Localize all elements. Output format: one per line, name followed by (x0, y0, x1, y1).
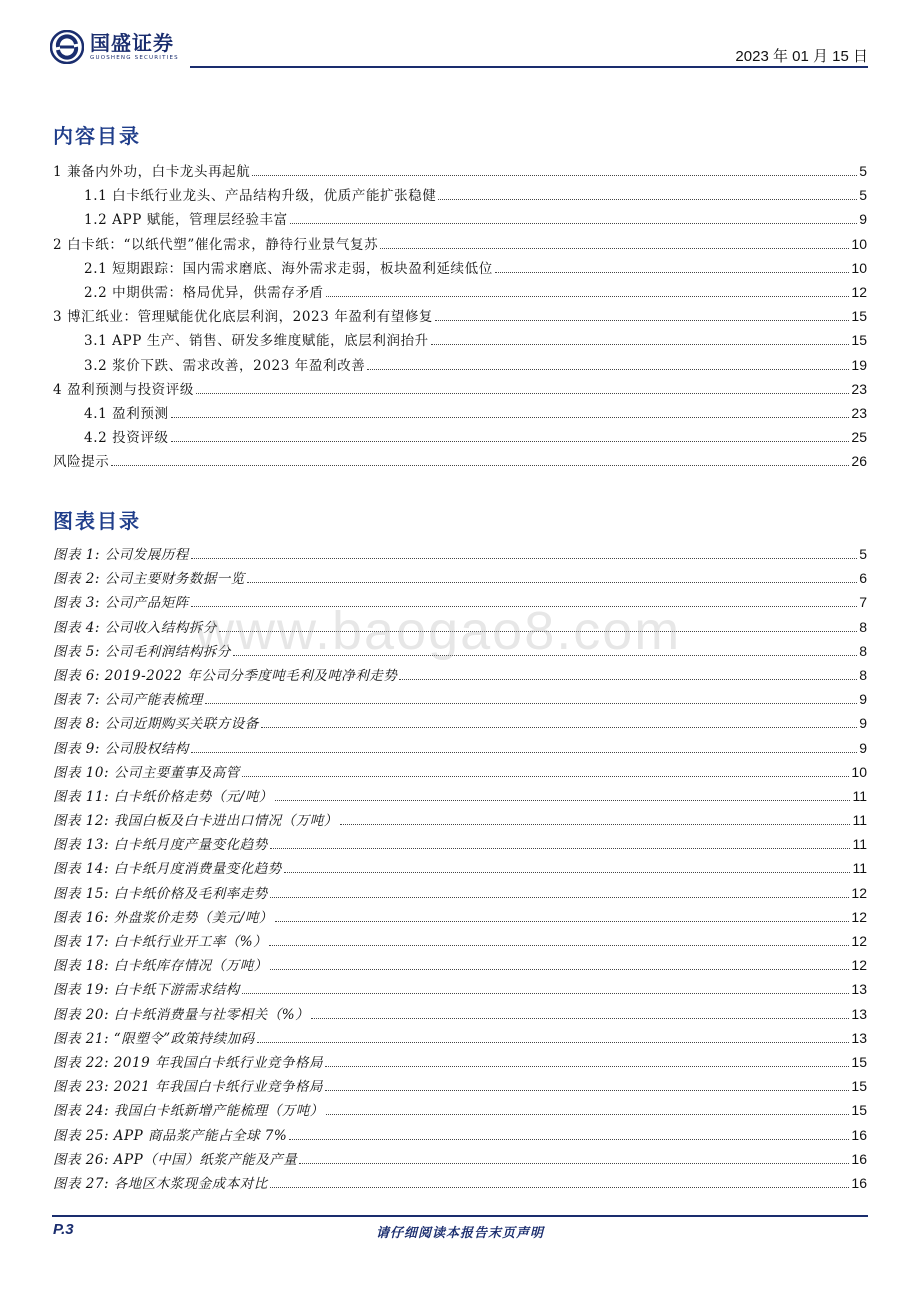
figure-entry-title: 图表 10: 公司主要董事及高管 (53, 764, 240, 781)
dot-leader (261, 726, 857, 728)
dot-leader (205, 702, 857, 704)
figure-entry[interactable] (53, 1003, 867, 1027)
figure-entry[interactable] (53, 688, 867, 712)
figure-entry-title: 图表 11: 白卡纸价格走势（元/吨） (53, 788, 273, 805)
toc-entry[interactable] (53, 208, 867, 232)
toc-entry[interactable] (53, 450, 867, 474)
figure-entry-page: 16 (851, 1174, 867, 1191)
report-date: 2023 年 01 月 15 日 (735, 48, 868, 65)
figure-entry-page: 11 (852, 860, 867, 877)
figure-entry-title: 图表 25: APP 商品浆产能占全球 7% (53, 1127, 288, 1144)
toc-entry-title: 1.2 APP 赋能，管理层经验丰富 (84, 212, 288, 229)
toc-entry-page: 15 (851, 308, 867, 325)
brand-logo (50, 30, 179, 64)
figure-entry[interactable] (53, 906, 867, 930)
dot-leader (247, 581, 857, 583)
dot-leader (269, 944, 849, 946)
toc-entry[interactable] (53, 184, 867, 208)
figure-entry[interactable] (53, 930, 867, 954)
figure-entry[interactable] (53, 567, 867, 591)
brand-name-cn: 国盛证券 (90, 31, 174, 55)
toc-entry[interactable] (53, 257, 867, 281)
figure-entry-page: 10 (851, 763, 867, 780)
figure-entry-page: 8 (859, 642, 867, 659)
dot-leader (270, 968, 850, 970)
figure-entry-page: 13 (851, 1005, 867, 1022)
figure-entry-title: 图表 20: 白卡纸消费量与社零相关（%） (53, 1006, 310, 1023)
figure-entry-title: 图表 4: 公司收入结构拆分 (53, 619, 217, 636)
toc-entry-page: 23 (851, 404, 867, 421)
figure-entry-title: 图表 8: 公司近期购买关联方设备 (53, 716, 259, 733)
toc-entry[interactable] (53, 354, 867, 378)
dot-leader (252, 174, 857, 176)
figure-entry[interactable] (53, 1148, 867, 1172)
figure-entry-page: 5 (859, 546, 867, 562)
toc-entry-title: 2 白卡纸：“以纸代塑”催化需求，静待行业景气复苏 (53, 236, 379, 253)
figure-entry-page: 9 (859, 739, 867, 756)
dot-leader (191, 751, 857, 753)
figure-entry[interactable] (53, 543, 867, 567)
dot-leader (367, 368, 849, 370)
figure-entry-title: 图表 17: 白卡纸行业开工率（%） (53, 934, 268, 950)
figure-entry-title: 图表 13: 白卡纸月度产量变化趋势 (53, 837, 268, 854)
toc-entry-page: 19 (851, 356, 867, 373)
dot-leader (438, 198, 857, 200)
figure-entry[interactable] (53, 978, 867, 1002)
figure-entry-page: 7 (859, 594, 867, 611)
figure-entry-page: 16 (851, 1150, 867, 1167)
figure-entry-title: 图表 23: 2021 年我国白卡纸行业竞争格局 (53, 1079, 323, 1096)
figure-entry-title: 图表 27: 各地区木浆现金成本对比 (53, 1175, 268, 1192)
dot-leader (299, 1162, 849, 1164)
dot-leader (270, 847, 851, 849)
dot-leader (242, 775, 850, 777)
figure-entry-page: 8 (859, 618, 867, 635)
dot-leader (270, 896, 850, 898)
toc-entry-title: 风险提示 (53, 454, 110, 471)
figure-entry[interactable] (53, 1051, 867, 1075)
dot-leader (242, 992, 850, 994)
figure-entry-page: 15 (851, 1053, 867, 1070)
figure-entry-title: 图表 2: 公司主要财务数据一览 (53, 571, 245, 588)
figure-entry-page: 12 (851, 957, 867, 974)
dot-leader (111, 464, 849, 466)
figure-entry[interactable] (53, 1172, 867, 1196)
figure-entry-title: 图表 15: 白卡纸价格及毛利率走势 (53, 885, 268, 902)
dot-leader (326, 1113, 850, 1115)
toc-entry-title: 4.1 盈利预测 (84, 405, 169, 422)
figure-entry[interactable] (53, 882, 867, 906)
footer-disclaimer: 请仔细阅读本报告末页声明 (375, 1226, 544, 1241)
figure-entry[interactable] (53, 857, 867, 881)
figure-entry-page: 12 (851, 908, 867, 925)
figure-entry[interactable] (53, 809, 867, 833)
figure-entry-page: 8 (859, 666, 867, 683)
figure-entry-title: 图表 14: 白卡纸月度消费量变化趋势 (53, 861, 282, 878)
footer-rule (52, 1215, 868, 1217)
figure-entry[interactable] (53, 1075, 867, 1099)
dot-leader (435, 319, 849, 321)
toc-entry[interactable] (53, 426, 867, 450)
dot-leader (171, 440, 850, 442)
dot-leader (289, 1138, 849, 1140)
dot-leader (399, 678, 857, 680)
figure-entry[interactable] (53, 1124, 867, 1148)
table-of-contents (53, 160, 867, 474)
figure-entry-title: 图表 7: 公司产能表梳理 (53, 692, 203, 709)
dot-leader (290, 222, 857, 224)
figure-list-title: 图表目录 (53, 509, 141, 533)
header-rule (190, 66, 868, 68)
figure-entry-page: 12 (851, 884, 867, 901)
figure-entry-title: 图表 19: 白卡纸下游需求结构 (53, 982, 240, 999)
dot-leader (191, 557, 857, 559)
figure-entry[interactable] (53, 664, 867, 688)
dot-leader (431, 343, 850, 345)
figure-entry-page: 9 (859, 715, 867, 732)
figure-entry-title: 图表 9: 公司股权结构 (53, 740, 189, 757)
figure-entry-page: 11 (852, 812, 867, 829)
toc-entry-page: 10 (851, 259, 867, 276)
figure-entry[interactable] (53, 737, 867, 761)
toc-entry-title: 4 盈利预测与投资评级 (53, 381, 194, 398)
toc-entry[interactable] (53, 329, 867, 353)
toc-entry[interactable] (53, 305, 867, 329)
figure-entry-page: 15 (851, 1102, 867, 1119)
figure-entry[interactable] (53, 954, 867, 978)
dot-leader (495, 271, 850, 273)
figure-entry-title: 图表 16: 外盘浆价走势（美元/吨） (53, 909, 273, 926)
figure-entry-title: 图表 1: 公司发展历程 (53, 547, 189, 563)
toc-entry-title: 3.1 APP 生产、销售、研发多维度赋能，底层利润抬升 (84, 333, 429, 350)
toc-entry-title: 3 博汇纸业：管理赋能优化底层利润，2023 年盈利有望修复 (53, 309, 434, 326)
figure-entry-title: 图表 24: 我国白卡纸新增产能梳理（万吨） (53, 1103, 324, 1120)
toc-entry-title: 3.2 浆价下跌、需求改善，2023 年盈利改善 (84, 357, 366, 374)
figure-entry-page: 11 (852, 787, 867, 804)
toc-entry-page: 9 (859, 211, 867, 228)
figure-entry-page: 12 (851, 933, 867, 949)
figure-entry[interactable] (53, 1099, 867, 1123)
dot-leader (275, 920, 850, 922)
figure-entry[interactable] (53, 785, 867, 809)
dot-leader (326, 295, 850, 297)
brand-name-en: GUOSHENG SECURITIES (90, 55, 179, 61)
toc-entry-title: 2.2 中期供需：格局优异，供需存矛盾 (84, 284, 324, 301)
toc-title: 内容目录 (53, 124, 141, 148)
toc-entry-title: 2.1 短期跟踪：国内需求磨底、海外需求走弱，板块盈利延续低位 (84, 260, 493, 277)
figure-entry[interactable] (53, 761, 867, 785)
toc-entry[interactable] (53, 402, 867, 426)
toc-entry-title: 1 兼备内外功，白卡龙头再起航 (53, 164, 251, 180)
toc-entry[interactable] (53, 233, 867, 257)
dot-leader (196, 392, 849, 394)
dot-leader (257, 1041, 850, 1043)
toc-entry[interactable] (53, 281, 867, 305)
toc-entry-page: 25 (851, 429, 867, 446)
toc-entry-page: 5 (859, 187, 867, 204)
toc-entry[interactable] (53, 378, 867, 402)
figure-entry-title: 图表 26: APP（中国）纸浆产能及产量 (53, 1151, 298, 1168)
figure-entry[interactable] (53, 833, 867, 857)
figure-entry-page: 6 (859, 570, 867, 587)
toc-entry-page: 10 (851, 235, 867, 252)
dot-leader (270, 1186, 850, 1188)
dot-leader (275, 799, 851, 801)
figure-entry-page: 13 (851, 1029, 867, 1046)
toc-entry-title: 1.1 白卡纸行业龙头、产品结构升级，优质产能扩张稳健 (84, 188, 437, 205)
toc-entry-page: 12 (851, 283, 867, 300)
page-header (0, 0, 920, 72)
guosheng-logo-icon (50, 30, 84, 64)
toc-entry-title: 4.2 投资评级 (84, 430, 169, 447)
toc-entry-page: 23 (851, 380, 867, 397)
figure-entry[interactable] (53, 1027, 867, 1051)
figure-entry-title: 图表 22: 2019 年我国白卡纸行业竞争格局 (53, 1054, 323, 1071)
page-number: P.3 (53, 1221, 74, 1238)
figure-entry-page: 9 (859, 691, 867, 708)
dot-leader (380, 247, 849, 249)
figure-entry-title: 图表 12: 我国白板及白卡进出口情况（万吨） (53, 813, 338, 830)
figure-entry-page: 16 (851, 1126, 867, 1143)
dot-leader (340, 823, 851, 825)
dot-leader (171, 416, 850, 418)
figure-entry-title: 图表 21: “限塑令”政策持续加码 (53, 1030, 255, 1047)
dot-leader (311, 1017, 849, 1019)
figure-entry[interactable] (53, 712, 867, 736)
dot-leader (325, 1065, 849, 1067)
figure-entry-page: 13 (851, 981, 867, 998)
toc-entry-page: 5 (859, 163, 867, 179)
figure-entry-page: 11 (852, 836, 867, 853)
figure-entry-page: 15 (851, 1078, 867, 1095)
figure-entry-title: 图表 3: 公司产品矩阵 (53, 595, 189, 612)
watermark: www.baogao8.com (195, 601, 682, 661)
dot-leader (325, 1089, 849, 1091)
figure-entry-title: 图表 5: 公司毛利润结构拆分 (53, 643, 231, 660)
toc-entry[interactable] (53, 160, 867, 184)
figure-entry-title: 图表 18: 白卡纸库存情况（万吨） (53, 958, 268, 975)
dot-leader (284, 871, 851, 873)
figure-entry-title: 图表 6: 2019-2022 年公司分季度吨毛利及吨净利走势 (53, 667, 398, 684)
toc-entry-page: 26 (851, 453, 867, 470)
toc-entry-page: 15 (851, 332, 867, 349)
